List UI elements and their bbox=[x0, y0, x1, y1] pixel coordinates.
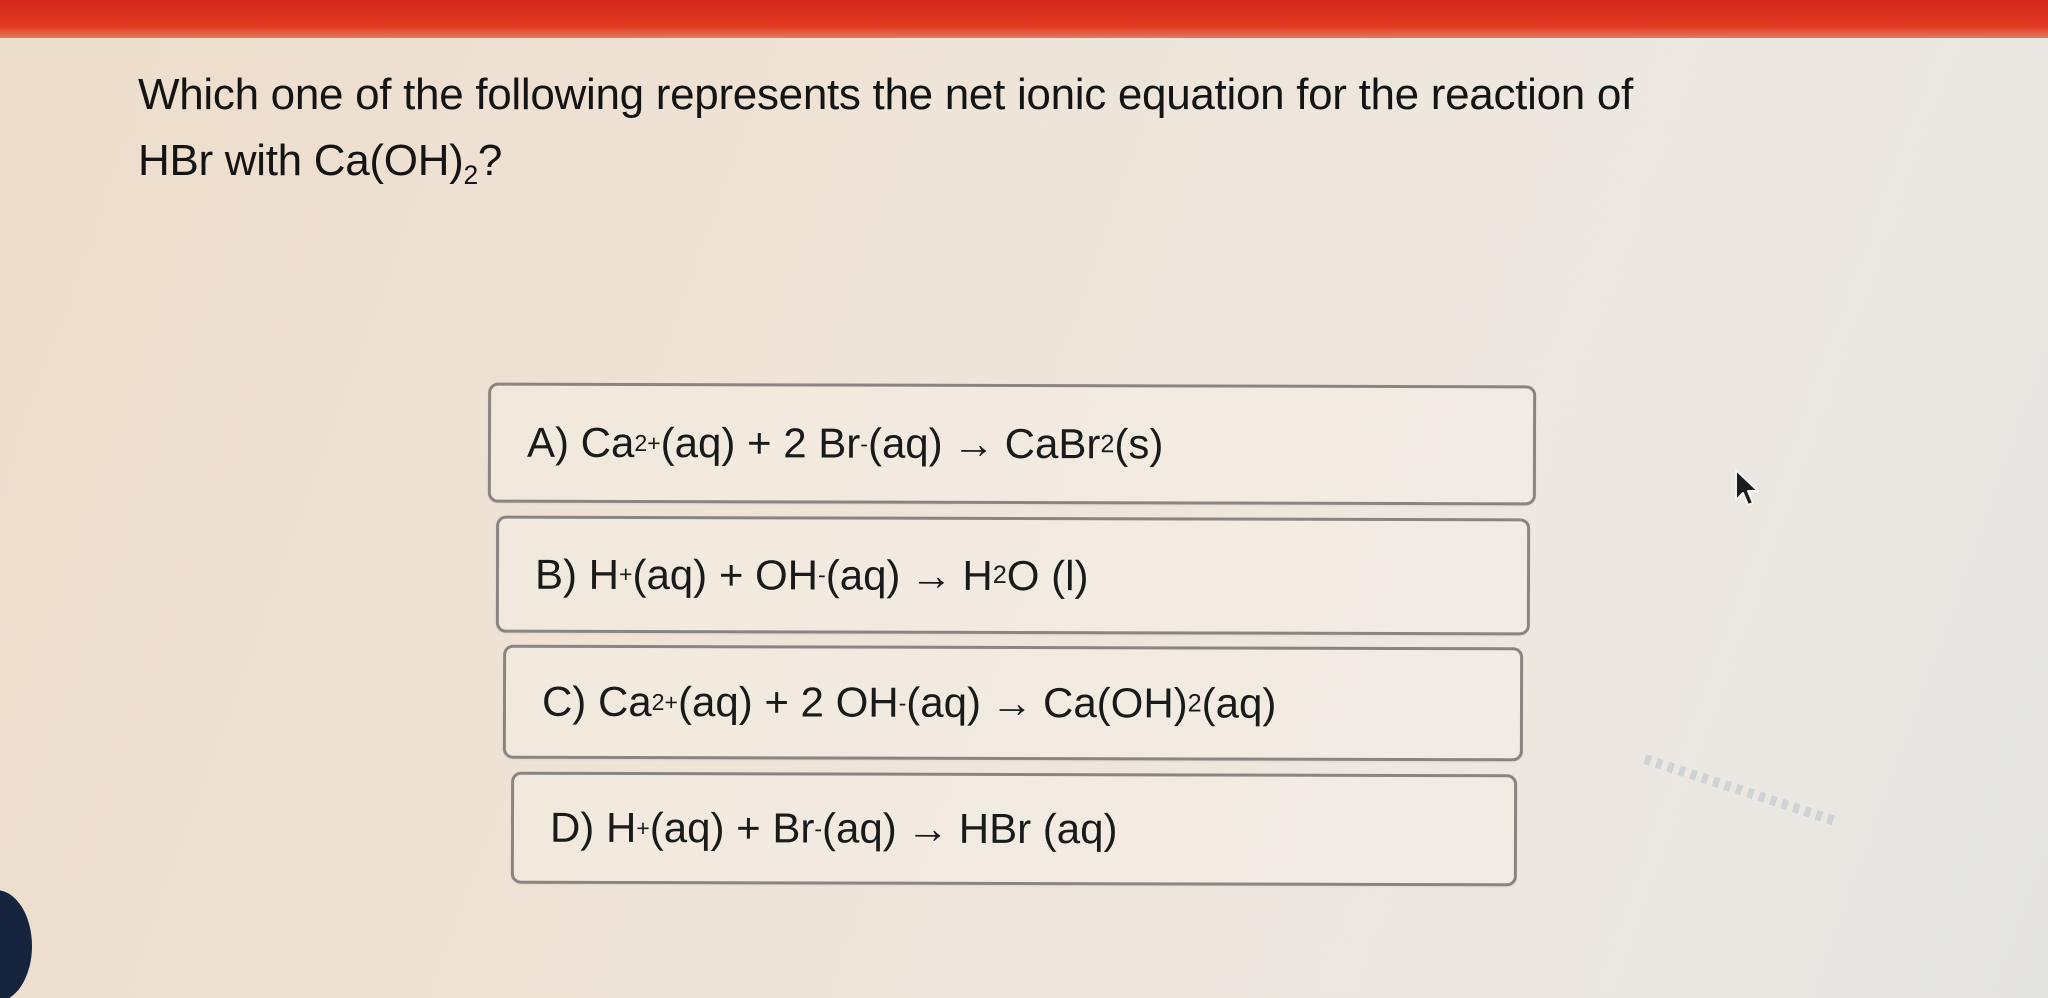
top-header-bar bbox=[0, 0, 2048, 38]
arrow-icon: → bbox=[990, 678, 1034, 727]
screen-glare bbox=[1643, 754, 1836, 825]
arrow-icon: → bbox=[906, 804, 949, 852]
answer-choice-c[interactable]: C) Ca 2+ (aq) + 2 OH - (aq) → Ca(OH) 2 (aq) bbox=[503, 645, 1523, 762]
answer-choice-a[interactable]: A) Ca 2+ (aq) + 2 Br - (aq) → CaBr 2 (s) bbox=[488, 383, 1536, 506]
corner-shadow-shape bbox=[0, 890, 32, 998]
answer-choice-d[interactable]: D) H + (aq) + Br - (aq) → HBr (aq) bbox=[511, 772, 1517, 887]
mouse-pointer-icon bbox=[1733, 468, 1763, 508]
arrow-icon: → bbox=[952, 419, 995, 467]
question-text bbox=[138, 62, 1898, 208]
arrow-icon: → bbox=[910, 551, 953, 599]
answer-choice-b[interactable]: B) H + (aq) + OH - (aq) → H 2 O (l) bbox=[496, 516, 1530, 636]
question-line-2: HBr with $Ca(OH)_2$? bbox=[138, 136, 503, 191]
question-line-1: Which one of the following represents the net ionic equation for the reaction of bbox=[138, 70, 1633, 119]
